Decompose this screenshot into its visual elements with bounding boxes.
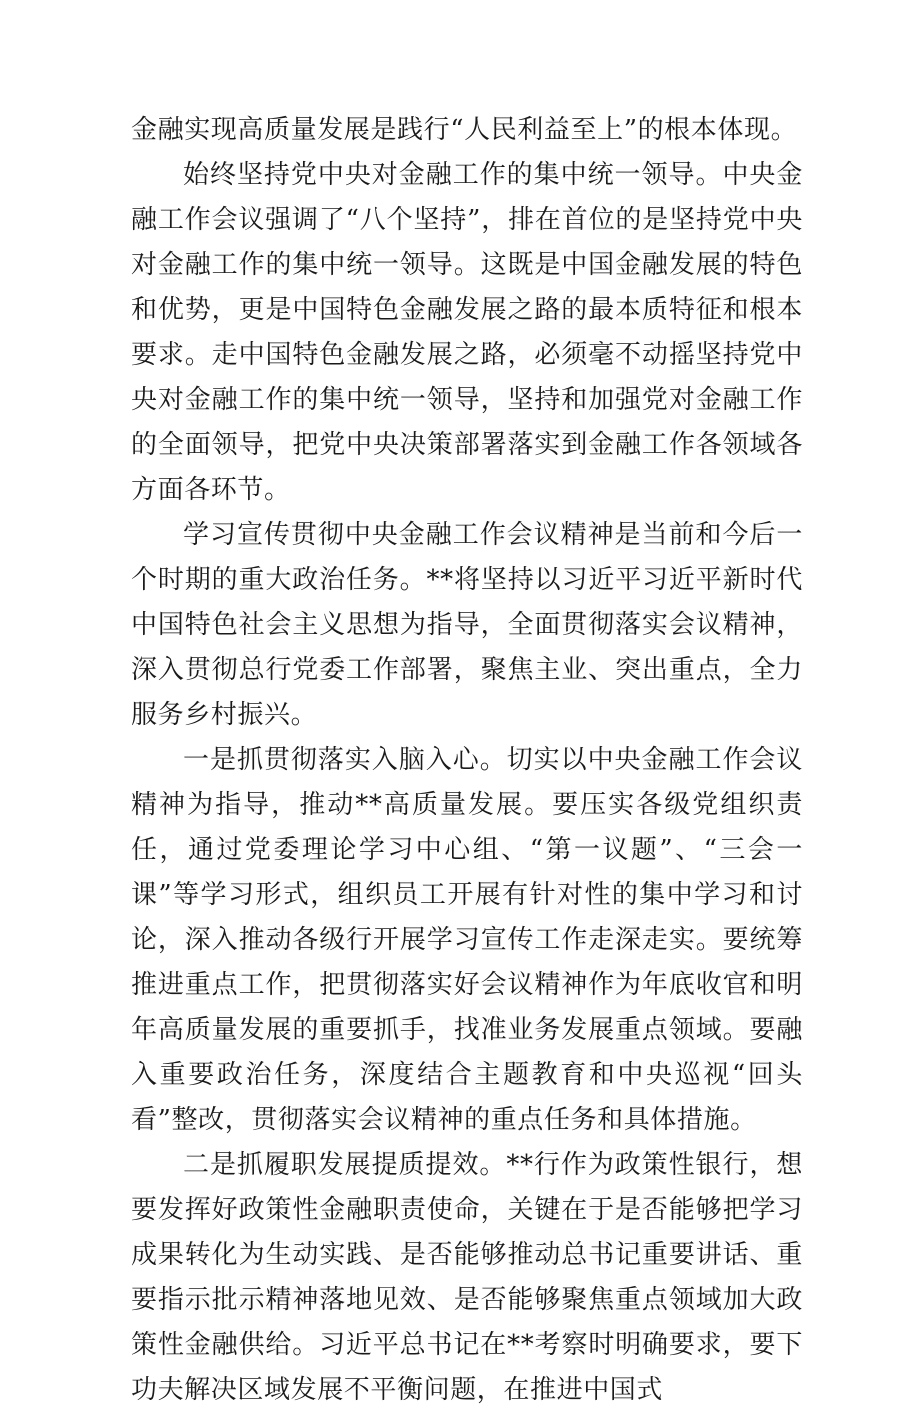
paragraph-point-one: 一是抓贯彻落实入脑入心。切实以中央金融工作会议精神为指导，推动**高质量发展。要压实各级党组织责任，通过党委理论学习中心组、“第一议题”、“三会一课”等学习形式，组织员工开展有针对性的集中学习和讨论，深入推动各级行开展学习宣传工作走深走实。要统筹推进重点工作，把贯彻落实好会议精神作为年底收官和明年高质量发展的重要抓手，找准业务发展重点领域。要融入重要政治任务，深度结合主题教育和中央巡视“回头看”整改，贯彻落实会议精神的重点任务和具体措施。 — [131, 745, 803, 1135]
paragraph-party-leadership: 始终坚持党中央对金融工作的集中统一领导。中央金融工作会议强调了“八个坚持”，排在首位的是坚持党中央对金融工作的集中统一领导。这既是中国金融发展的特色和优势，更是中国特色金融发展之路的最本质特征和根本要求。走中国特色金融发展之路，必须毫不动摇坚持党中央对金融工作的集中统一领导，坚持和加强党对金融工作的全面领导，把党中央决策部署落实到金融工作各领域各方面各环节。 — [131, 160, 803, 505]
paragraph-point-two: 二是抓履职发展提质提效。**行作为政策性银行，想要发挥好政策性金融职责使命，关键在于是否能够把学习成果转化为生动实践、是否能够推动总书记重要讲话、重要指示批示精神落地见效、是否能够聚焦重点领域加大政策性金融供给。习近平总书记在**考察时明确要求，要下功夫解决区域发展不平衡问题，在推进中国式 — [131, 1150, 803, 1405]
paragraph-political-task: 学习宣传贯彻中央金融工作会议精神是当前和今后一个时期的重大政治任务。**将坚持以习近平习近平新时代中国特色社会主义思想为指导，全面贯彻落实会议精神，深入贯彻总行党委工作部署，聚焦主业、突出重点，全力服务乡村振兴。 — [131, 520, 803, 730]
document-body — [131, 108, 803, 1413]
paragraph-continuation: 金融实现高质量发展是践行“人民利益至上”的根本体现。 — [131, 115, 798, 145]
